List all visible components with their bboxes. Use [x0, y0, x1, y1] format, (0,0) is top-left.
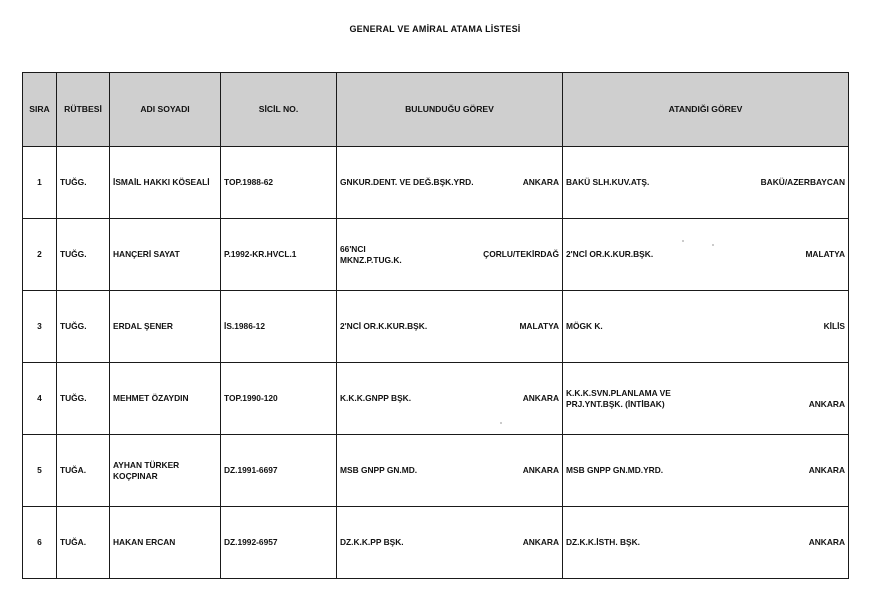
column-header-ad-soyadi: ADI SOYADI	[110, 73, 221, 147]
new-post-cell	[563, 291, 849, 363]
rutbe-cell: TUĞG.	[57, 363, 110, 435]
new-post-location: ANKARA	[808, 537, 845, 547]
sira-cell: 2	[23, 219, 57, 291]
rutbe-cell: TUĞG.	[57, 147, 110, 219]
sicil-cell: İS.1986-12	[221, 291, 337, 363]
new-post-location: MALATYA	[805, 249, 845, 259]
sicil-cell: TOP.1990-120	[221, 363, 337, 435]
name-cell: HAKAN ERCAN	[110, 507, 221, 579]
rutbe-cell: TUĞA.	[57, 507, 110, 579]
new-post-cell	[563, 147, 849, 219]
new-post-text: DZ.K.K.İSTH. BŞK.	[566, 537, 640, 547]
new-post-cell	[563, 363, 849, 435]
current-post-text: 66'NCI MKNZ.P.TUG.K.	[340, 243, 402, 265]
document-title: GENERAL VE AMİRAL ATAMA LİSTESİ	[349, 24, 521, 34]
new-post-cell	[563, 435, 849, 507]
table-row	[23, 147, 849, 219]
current-post-cell	[337, 219, 563, 291]
table-row	[23, 507, 849, 579]
current-post-cell	[337, 147, 563, 219]
sicil-cell: TOP.1988-62	[221, 147, 337, 219]
column-header-atandigi-gorev: ATANDIĞI GÖREV	[563, 73, 849, 147]
new-post-location: BAKÜ/AZERBAYCAN	[760, 177, 845, 187]
rutbe-cell: TUĞG.	[57, 291, 110, 363]
current-post-text: K.K.K.GNPP BŞK.	[340, 393, 412, 403]
sicil-cell: DZ.1991-6697	[221, 435, 337, 507]
sira-cell: 6	[23, 507, 57, 579]
new-post-cell	[563, 507, 849, 579]
table-header-row	[23, 73, 849, 147]
sira-cell: 4	[23, 363, 57, 435]
new-post-cell	[563, 219, 849, 291]
current-post-cell	[337, 435, 563, 507]
new-post-text: MÖGK K.	[566, 321, 603, 331]
current-post-location: ÇORLU/TEKİRDAĞ	[483, 249, 559, 259]
table-row	[23, 363, 849, 435]
sicil-cell: P.1992-KR.HVCL.1	[221, 219, 337, 291]
current-post-location: ANKARA	[522, 537, 559, 547]
current-post-location: ANKARA	[522, 177, 559, 187]
table-row	[23, 219, 849, 291]
new-post-location: KİLİS	[823, 321, 845, 331]
scan-speck	[682, 240, 684, 242]
sicil-cell: DZ.1992-6957	[221, 507, 337, 579]
current-post-cell	[337, 363, 563, 435]
new-post-location: ANKARA	[808, 398, 845, 409]
table-row	[23, 435, 849, 507]
scan-speck	[712, 244, 714, 246]
new-post-text: MSB GNPP GN.MD.YRD.	[566, 465, 664, 475]
new-post-location: ANKARA	[808, 465, 845, 475]
sira-cell: 5	[23, 435, 57, 507]
current-post-text: 2'NCİ OR.K.KUR.BŞK.	[340, 321, 428, 331]
table-row	[23, 291, 849, 363]
name-cell: MEHMET ÖZAYDIN	[110, 363, 221, 435]
sira-cell: 3	[23, 291, 57, 363]
scan-speck	[500, 422, 502, 424]
name-cell: ERDAL ŞENER	[110, 291, 221, 363]
name-cell: AYHAN TÜRKER KOÇPINAR	[110, 435, 221, 507]
new-post-text: BAKÜ SLH.KUV.ATŞ.	[566, 177, 650, 187]
current-post-location: ANKARA	[522, 393, 559, 403]
current-post-cell	[337, 291, 563, 363]
column-header-sicil-no: SİCİL NO.	[221, 73, 337, 147]
name-cell: HANÇERİ SAYAT	[110, 219, 221, 291]
new-post-text: K.K.K.SVN.PLANLAMA VE PRJ.YNT.BŞK. (İNTİBAK)	[566, 387, 671, 409]
rutbe-cell: TUĞA.	[57, 435, 110, 507]
column-header-rutbe: RÜTBESİ	[57, 73, 110, 147]
new-post-text: 2'NCİ OR.K.KUR.BŞK.	[566, 249, 654, 259]
current-post-text: GNKUR.DENT. VE DEĞ.BŞK.YRD.	[340, 177, 474, 187]
current-post-cell	[337, 507, 563, 579]
rutbe-cell: TUĞG.	[57, 219, 110, 291]
name-cell: İSMAİL HAKKI KÖSEALİ	[110, 147, 221, 219]
current-post-location: ANKARA	[522, 465, 559, 475]
column-header-sira: SIRA	[23, 73, 57, 147]
current-post-location: MALATYA	[519, 321, 559, 331]
current-post-text: MSB GNPP GN.MD.	[340, 465, 418, 475]
sira-cell: 1	[23, 147, 57, 219]
appointment-table	[22, 72, 849, 579]
column-header-bulundugu-gorev: BULUNDUĞU GÖREV	[337, 73, 563, 147]
current-post-text: DZ.K.K.PP BŞK.	[340, 537, 404, 547]
